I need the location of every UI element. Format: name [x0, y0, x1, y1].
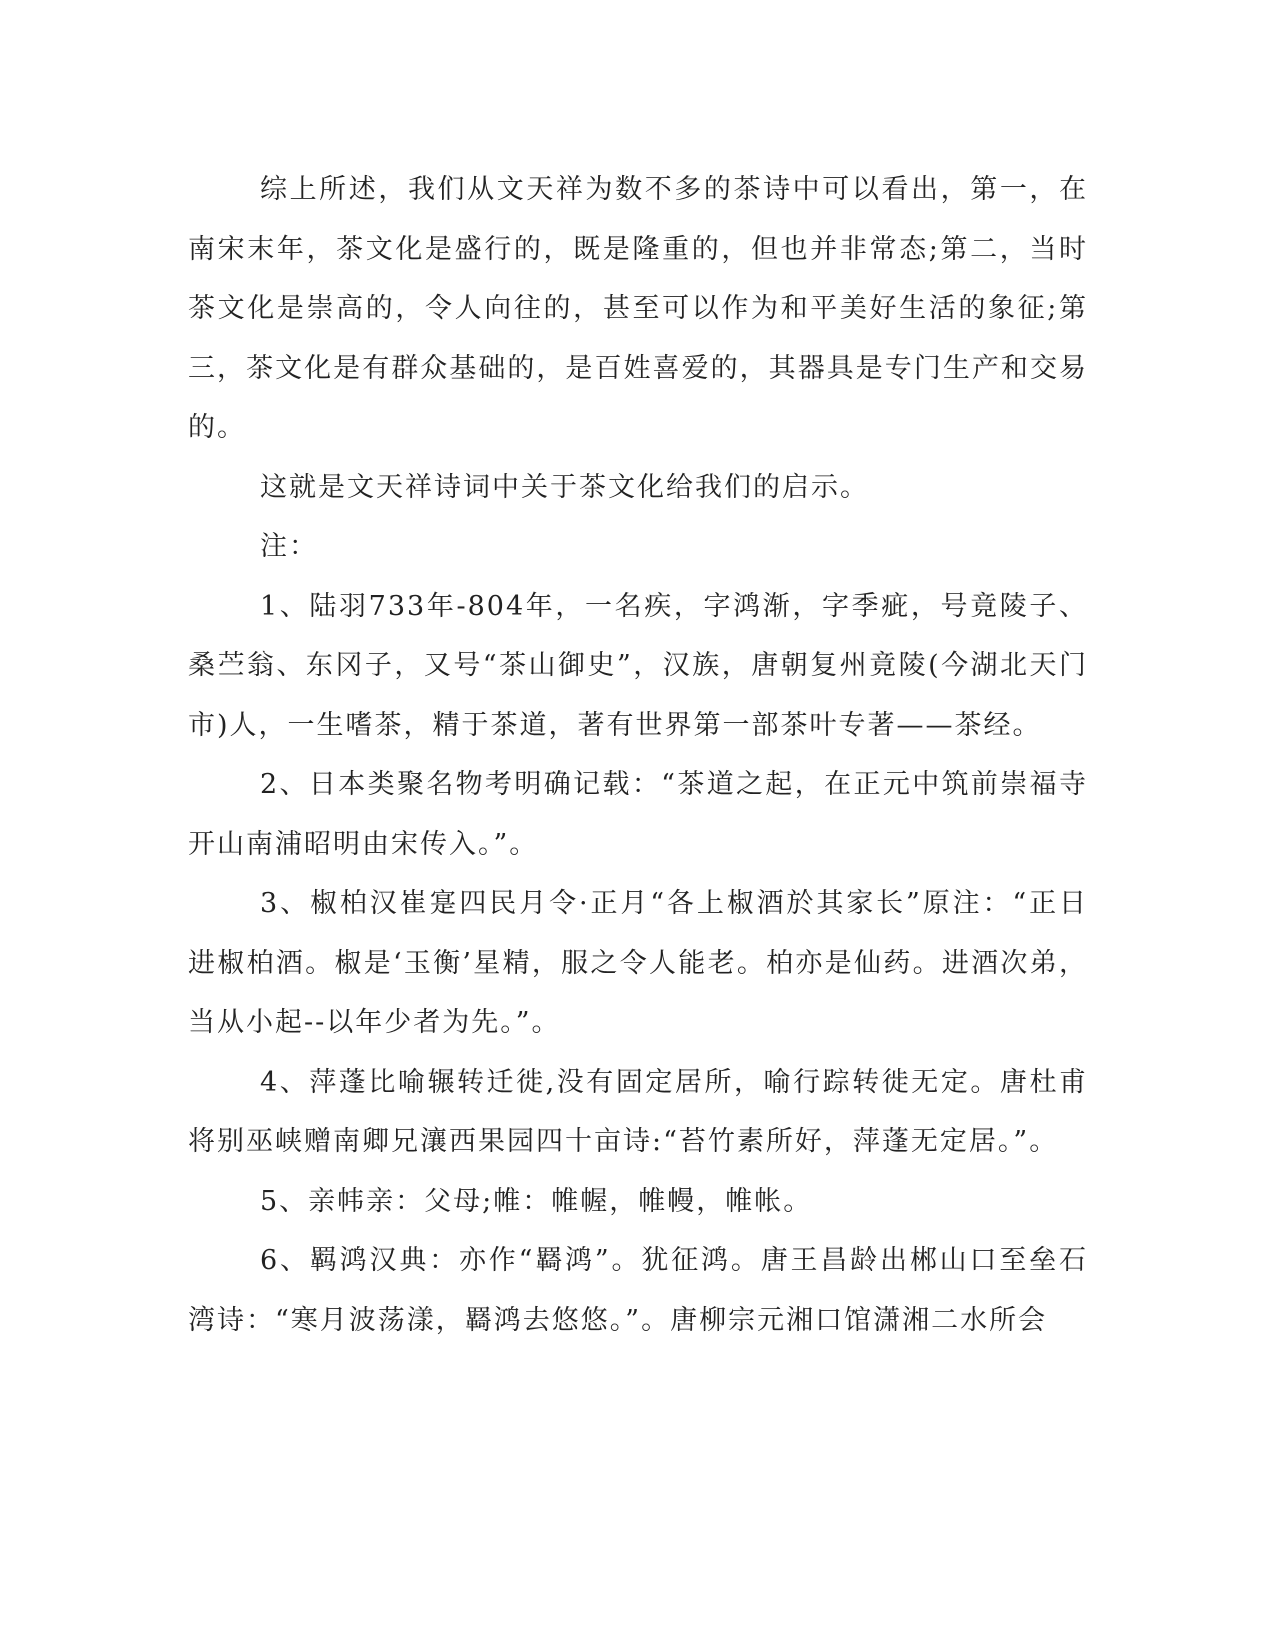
summary-paragraph: 综上所述，我们从文天祥为数不多的茶诗中可以看出，第一，在南宋末年，茶文化是盛行的，既是隆重的，但也并非常态;第二，当时茶文化是崇高的，令人向往的，甚至可以作为和平美好生活的象征;第三，茶文化是有群众基础的，是百姓喜爱的，其器具是专门生产和交易的。: [188, 174, 1088, 443]
note-item-2: 2、日本类聚名物考明确记载：“茶道之起，在正元中筑前崇福寺开山南浦昭明由宋传入。”。: [188, 769, 1088, 860]
note-item-1: 1、陆羽733年-804年，一名疾，字鸿渐，字季疵，号竟陵子、桑苎翁、东冈子，又号“茶山御史”，汉族，唐朝复州竟陵(今湖北天门市)人，一生嗜茶，精于茶道，著有世界第一部茶叶专著——茶经。: [188, 590, 1088, 741]
note-item-5: 5、亲帏亲：父母;帷：帷幄，帷幔，帷帐。: [260, 1185, 813, 1217]
note-item-6: 6、羁鸿汉典：亦作“羇鸿”。犹征鸿。唐王昌龄出郴山口至垒石湾诗：“寒月波荡漾，羇鸿去悠悠。”。唐柳宗元湘口馆潇湘二水所会: [188, 1245, 1088, 1336]
note-item-4: 4、萍蓬比喻辗转迁徙,没有固定居所，喻行踪转徙无定。唐杜甫将别巫峡赠南卿兄瀼西果园四十亩诗:“苔竹素所好，萍蓬无定居。”。: [188, 1066, 1088, 1157]
notes-heading: 注：: [260, 531, 318, 562]
conclusion-paragraph: 这就是文天祥诗词中关于茶文化给我们的启示。: [260, 471, 869, 503]
note-item-3: 3、椒柏汉崔寔四民月令·正月“各上椒酒於其家长”原注：“正日进椒柏酒。椒是‘玉衡’星精，服之令人能老。柏亦是仙药。进酒次弟，当从小起--以年少者为先。”。: [188, 888, 1088, 1038]
document-body: [188, 160, 1088, 1350]
